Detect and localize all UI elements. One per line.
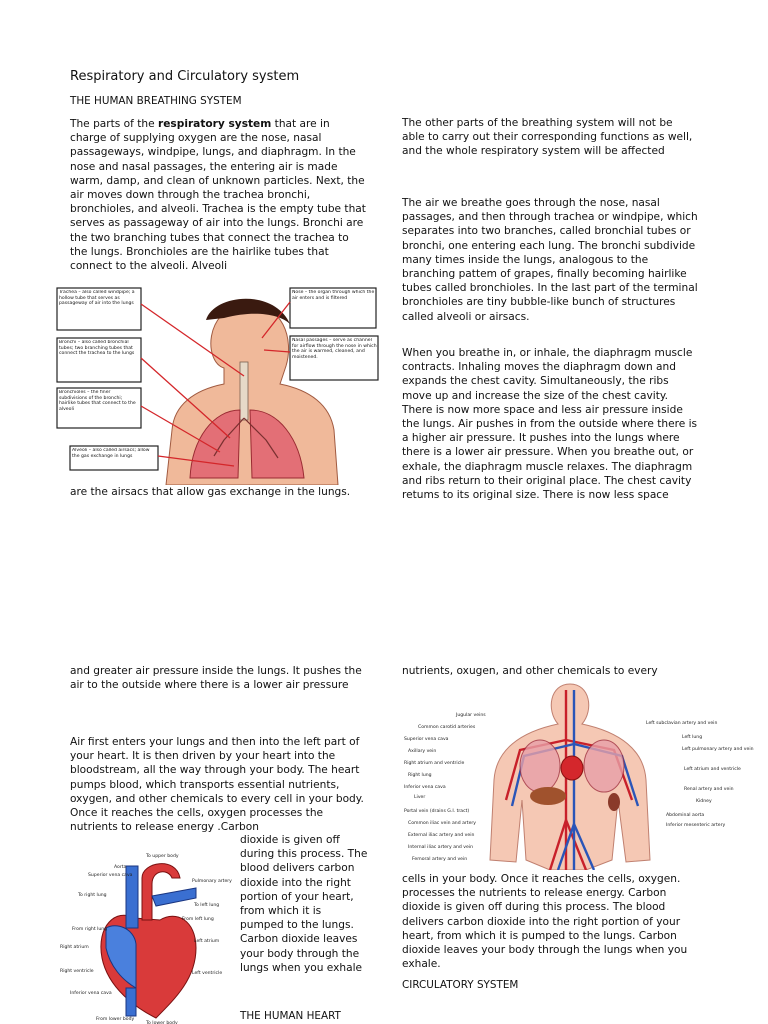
- circ-label-inferior-mesenteric: Inferior mesenteric artery: [666, 823, 726, 828]
- circ-label-abdominal-aorta: Abdominal aorta: [666, 813, 705, 818]
- heart-label-to-left-lung: To left lung: [194, 903, 220, 908]
- circ-label-right-lung: Right lung: [408, 773, 432, 778]
- heart-label-to-right-lung: To right lung: [78, 893, 107, 898]
- heart-label-inferior-vena-cava: Inferior vena cava: [70, 991, 112, 996]
- heart-label-to-lower-body: To lower body: [146, 1021, 178, 1024]
- heart-label-from-lower-body: From lower body: [96, 1017, 135, 1022]
- circ-label-superior-vena-cava: Superior vena cava: [404, 737, 449, 742]
- circ-label-kidney: Kidney: [696, 799, 712, 804]
- lower-right-paragraph-1: nutrients, oxugen, and other chemicals to every: [402, 665, 658, 677]
- label-nasal-passages: Nasal passages – serve as channel for airflow through the nose in which the air is warmed, cleaned, and moistened.: [292, 338, 377, 360]
- heart-label-right-ventricle: Right ventricle: [60, 969, 94, 974]
- heart-label-aorta: Aorta: [114, 865, 127, 870]
- heart-diagram: [56, 848, 236, 1024]
- circ-label-left-lung: Left lung: [682, 735, 703, 740]
- circulatory-heading: CIRCULATORY SYSTEM: [402, 979, 519, 991]
- lower-left-paragraph-3: dioxide is given off during this process. The blood delivers carbon dioxide into the right portion of your heart, from which it is pumped to the lungs. Carbon dioxide leaves your body through the lungs when you exhale: [240, 834, 368, 974]
- circ-label-left-atrium: Left atrium and ventricle: [684, 767, 741, 772]
- heart-label-to-upper-body: To upper body: [146, 854, 179, 859]
- circ-label-common-iliac: Common iliac vein and artery: [408, 821, 477, 826]
- label-bronchi: Bronchi – also called bronchial tubes; two branching tubes that connect the trachea to the lungs: [59, 340, 135, 357]
- heart-label-pulmonary-artery: Pulmonary artery: [192, 879, 232, 884]
- right-paragraph-3: When you breathe in, or inhale, the diaphragm muscle contracts. Inhaling moves the diaphragm down and expands the chest cavity. Simultaneously, the ribs move up and increase the size of the chest cavity. There is now more space and less air pressure inside the lungs. Air pushes in from the outside where there is a higher air pressure. It pushes into the lungs where there is a lower air pressure. When you breathe out, or exhale, the diaphragm muscle relaxes. The diaphragm and ribs return to their original place. The chest cavity retums to its original size. There is now less space: [402, 347, 698, 502]
- lower-left-paragraph-2: Air first enters your lungs and then into the left part of your heart. It is then driven by your heart into the bloodstream, all the way through your body. The heart pumps blood, which transports essential nutrients, oxygen, and other chemicals to every cell in your body. Once it reaches the cells, oxygen processes the nutrients to release energy .Carbon: [70, 736, 364, 834]
- heart-label-left-atrium: Left atrium: [194, 939, 220, 944]
- heart-label-left-ventricle: Left ventricle: [192, 971, 223, 976]
- lower-left-paragraph-1: and greater air pressure inside the lungs. It pushes the air to the outside where there is a lower air pressure: [70, 665, 362, 692]
- heart-label-right-atrium: Right atrium: [60, 945, 89, 950]
- intro-paragraph: The parts of the respiratory system that are in charge of supplying oxygen are the nose, nasal passageways, windpipe, lungs, and diaphragm. In the nose and nasal passages, the entering air is made warm, damp, and clean of unknown particles. Next, the air moves down through the trachea bronchi, bronchioles, and alveoli. Trachea is the empty tube that serves as passageway of air into the lungs. Bronchi are the two branching tubes that connect the trachea to the lungs. Bronchioles are the hairlike tubes that connect to the alveoli. Alveoli: [70, 118, 366, 273]
- label-nose: Nose – the organ through which the air enters and is filtered: [292, 290, 375, 301]
- circ-label-femoral: Femoral artery and vein: [412, 857, 468, 862]
- label-bronchioles: Bronchioles – the finer subdivisions of the bronchi; hairlike tubes that connect to the alveoli: [59, 390, 136, 412]
- heart-caption: THE HUMAN HEART: [240, 1010, 341, 1022]
- label-trachea: Trachea – also called windpipe; a hollow tube that serves as passageway of air into the lungs: [59, 290, 135, 307]
- circ-label-jugular-veins: Jugular veins: [456, 713, 486, 718]
- circ-label-common-carotid: Common carotid arteries: [418, 725, 476, 730]
- circ-label-right-atrium: Right atrium and ventricle: [404, 761, 465, 766]
- circ-label-inferior-vena-cava: Inferior vena cava: [404, 785, 446, 790]
- heart-label-from-left-lung: From left lung: [182, 917, 214, 922]
- circ-label-external-iliac: External iliac artery and vein: [408, 833, 475, 838]
- circ-label-liver: Liver: [414, 795, 426, 800]
- alveoli-continuation: are the airsacs that allow gas exchange in the lungs.: [70, 486, 351, 498]
- circ-label-axillary-vein: Axillary vein: [408, 749, 437, 754]
- circ-label-left-pulmonary: Left pulmonary artery and vein: [682, 747, 754, 752]
- lower-right-paragraph-2: cells in your body. Once it reaches the cells, oxygen. processes the nutrients to release energy. Carbon dioxide is given off during this process. The blood delivers carbon dioxide into the right portion of your heart, from which it is pumped to the lungs. Carbon dioxide leaves your body through the lungs when you exhale.: [402, 873, 688, 971]
- circ-label-left-subclavian: Left subclavian artery and vein: [646, 721, 718, 726]
- respiratory-system-figure: [54, 280, 382, 485]
- circ-label-internal-iliac: Internal iliac artery and vein: [408, 845, 474, 850]
- right-paragraph-1: The other parts of the breathing system will not be able to carry out their corresponding functions as well, and the whole respiratory system will be affected: [402, 117, 693, 158]
- section-heading-breathing: THE HUMAN BREATHING SYSTEM: [70, 95, 242, 107]
- page-title: Respiratory and Circulatory system: [70, 69, 300, 84]
- heart-label-from-right-lung: From right lung: [72, 927, 108, 932]
- circulatory-system-diagram: [400, 680, 768, 870]
- circ-label-renal: Renal artery and vein: [684, 787, 734, 792]
- right-paragraph-2: The air we breathe goes through the nose, nasal passages, and then through trachea or windpipe, which separates into two branches, called bronchial tubes or bronchi, one entering each lung. The bronchi subdivide many times inside the lungs, analogous to the branching pattem of grapes, finally becoming hairlike tubes called bronchioles. In the last part of the terminal bronchioles are tiny bubble-like bunch of structures called alveoli or airsacs.: [402, 197, 698, 323]
- circ-label-portal-vein: Portal vein (drains G.I. tract): [404, 809, 470, 814]
- heart-label-superior-vena-cava: Superior vena cava: [88, 873, 133, 878]
- label-alveoli: Alveoli – also called airsacs; allow the gas exchange in lungs: [72, 448, 150, 459]
